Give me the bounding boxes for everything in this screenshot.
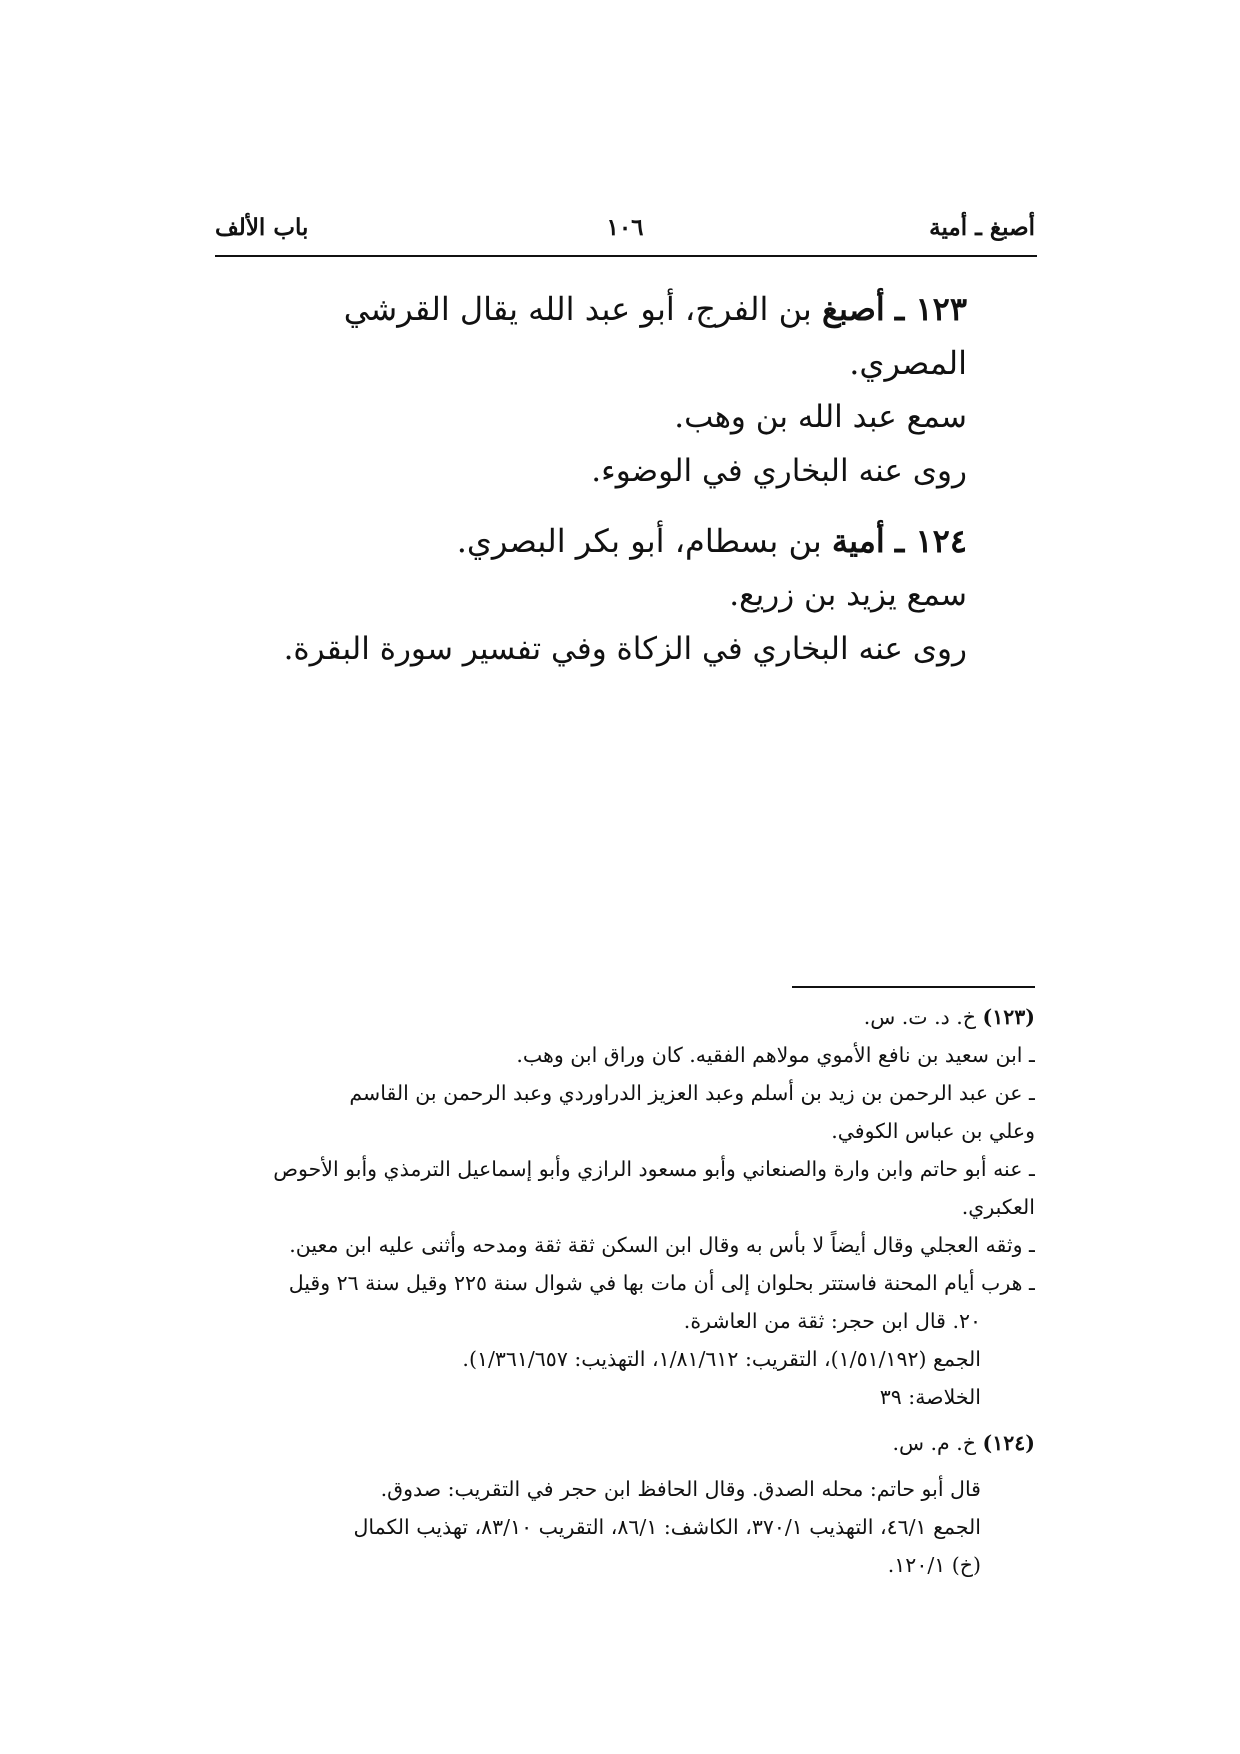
main-text (240, 282, 967, 676)
footnote-line: قال أبو حاتم: محله الصدق. وقال الحافظ ابن حجر في التقريب: صدوق. (380, 1477, 981, 1501)
footnote-sources: الجمع (١/٥١/١٩٢)، التقريب: ١/٨١/٦١٢، التهذيب: ١/٣٦١/٦٥٧). (462, 1347, 981, 1371)
header-rule (215, 255, 1037, 257)
entry-line: روى عنه البخاري في الوضوء. (591, 453, 967, 489)
header-chapter-title: باب الألف (215, 214, 309, 241)
footnote-ref: (١٢٣) (982, 1005, 1035, 1029)
footnote-line: ـ هرب أيام المحنة فاستتر بحلوان إلى أن مات بها في شوال سنة ٢٢٥ وقيل سنة ٢٦ وقيل (288, 1271, 1035, 1295)
footnote-line: ـ ابن سعيد بن نافع الأموي مولاهم الفقيه. كان وراق ابن وهب. (516, 1043, 1035, 1067)
footnote-sigla: خ. د. ت. س. (863, 1005, 977, 1029)
entry-number: ١٢٣ ـ (894, 290, 967, 328)
footnote-124 (215, 1424, 1035, 1584)
entry-heading (240, 514, 967, 568)
header-section-title: أصبغ ـ أمية (929, 214, 1035, 241)
footnote-heading (215, 998, 1035, 1036)
entry-description: بن الفرج، أبو عبد الله يقال القرشي المصري. (343, 290, 967, 382)
entry-description: بن بسطام، أبو بكر البصري. (456, 522, 822, 560)
entry-line: سمع عبد الله بن وهب. (674, 399, 967, 435)
footnote-sources: (خ) ١٢٠/١. (887, 1553, 981, 1577)
running-header (215, 206, 1035, 256)
entry-name: أمية (831, 522, 885, 560)
page-number: ١٠٦ (606, 214, 644, 241)
entry-line: سمع يزيد بن زريع. (729, 577, 967, 613)
footnote-sources: الخلاصة: ٣٩ (879, 1385, 981, 1409)
entry-123 (240, 282, 967, 498)
footnote-sigla: خ. م. س. (892, 1431, 977, 1455)
footnote-line: ـ وثقه العجلي وقال أيضاً لا بأس به وقال ابن السكن ثقة ثقة ومدحه وأثنى عليه ابن معين. (289, 1233, 1035, 1257)
footnote-123 (215, 998, 1035, 1416)
footnote-line: ٢٠. قال ابن حجر: ثقة من العاشرة. (683, 1309, 981, 1333)
footnote-rule (792, 986, 1035, 988)
footnote-line: وعلي بن عباس الكوفي. (831, 1119, 1035, 1143)
footnotes (215, 998, 1035, 1584)
footnote-line: ـ عن عبد الرحمن بن زيد بن أسلم وعبد العزيز الدراوردي وعبد الرحمن بن القاسم (349, 1081, 1035, 1105)
footnote-heading (215, 1424, 1035, 1462)
entry-heading (240, 282, 967, 390)
footnote-line: ـ عنه أبو حاتم وابن وارة والصنعاني وأبو مسعود الرازي وأبو إسماعيل الترمذي وأبو الأحوص (273, 1157, 1035, 1181)
entry-gap (240, 498, 967, 514)
entry-line: روى عنه البخاري في الزكاة وفي تفسير سورة البقرة. (283, 631, 967, 667)
entry-name: أصبغ (822, 290, 885, 328)
footnote-sources: الجمع ٤٦/١، التهذيب ٣٧٠/١، الكاشف: ٨٦/١، التقريب ٨٣/١٠، تهذيب الكمال (353, 1515, 981, 1539)
entry-124 (240, 514, 967, 676)
footnote-gap (215, 1462, 1035, 1470)
entry-number: ١٢٤ ـ (894, 522, 967, 560)
footnote-ref: (١٢٤) (982, 1431, 1035, 1455)
footnote-gap (215, 1416, 1035, 1424)
footnote-line: العكبري. (961, 1195, 1035, 1219)
